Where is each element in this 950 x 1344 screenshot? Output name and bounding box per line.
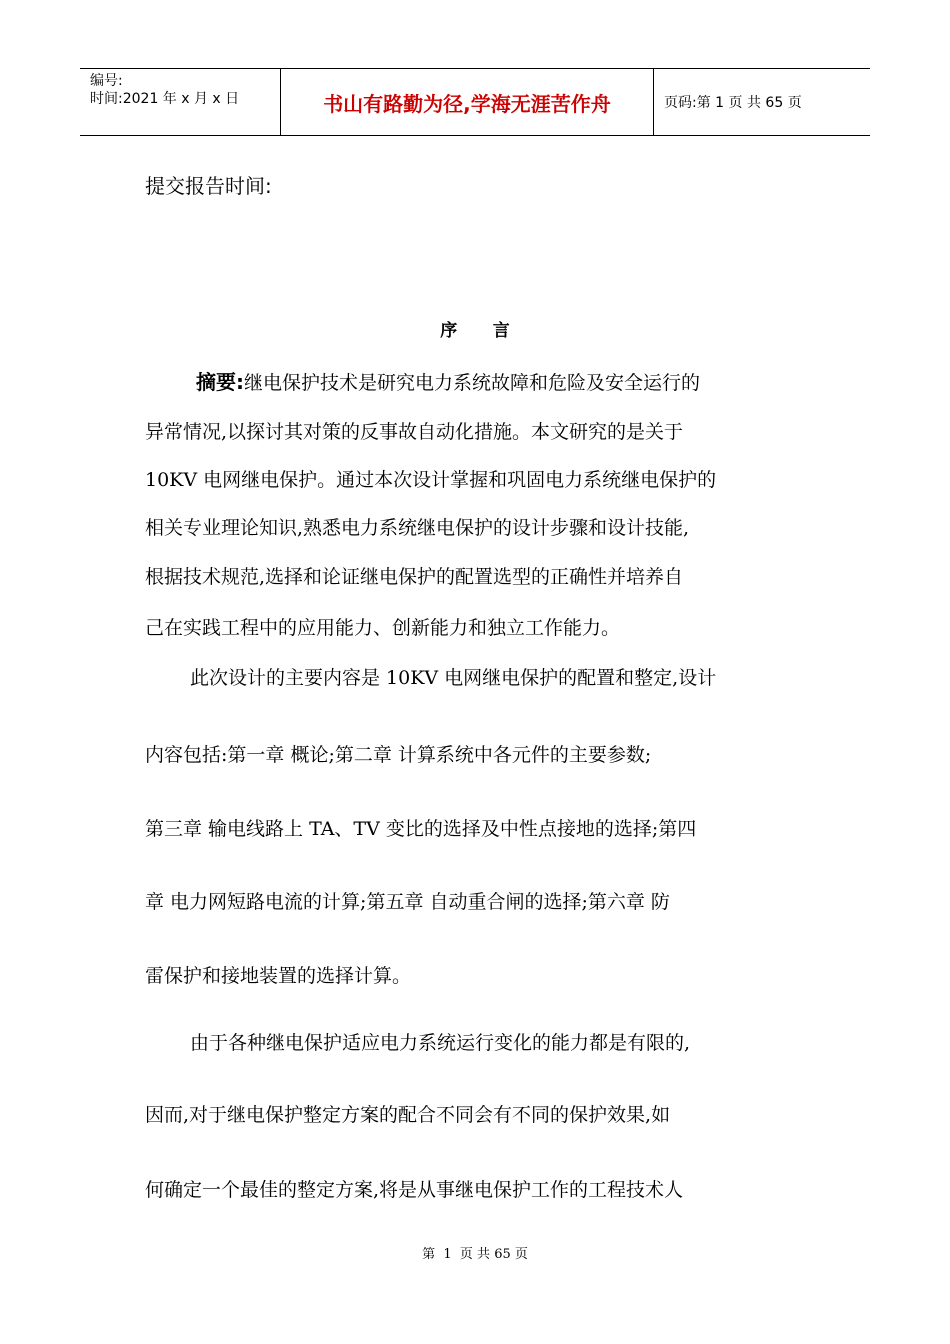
paragraph-line: 己在实践工程中的应用能力、创新能力和独立工作能力。 <box>145 617 621 639</box>
paragraph-line: 由于各种继电保护适应电力系统运行变化的能力都是有限的, <box>190 1032 691 1054</box>
preface-title: 序 言 <box>440 321 510 341</box>
document-header <box>80 68 870 136</box>
paragraph-line: 章 电力网短路电流的计算;第五章 自动重合闸的选择;第六章 防 <box>145 891 670 913</box>
header-motto-cell <box>281 69 654 135</box>
header-info-cell <box>80 69 281 135</box>
paragraph-line: 内容包括:第一章 概论;第二章 计算系统中各元件的主要参数; <box>145 744 652 766</box>
paragraph-line: 根据技术规范,选择和论证继电保护的配置选型的正确性并培养自 <box>145 566 684 588</box>
document-number-label: 编号: <box>90 73 123 89</box>
page-footer: 第 1 页 共 65 页 <box>422 1247 528 1262</box>
paragraph-line: 何确定一个最佳的整定方案,将是从事继电保护工作的工程技术人 <box>145 1179 684 1201</box>
paragraph-line: 因而,对于继电保护整定方案的配合不同会有不同的保护效果,如 <box>145 1104 671 1126</box>
paragraph-line: 10KV 电网继电保护。通过本次设计掌握和巩固电力系统继电保护的 <box>145 469 717 491</box>
paragraph-line: 异常情况,以探讨其对策的反事故自动化措施。本文研究的是关于 <box>145 421 684 443</box>
paragraph-line: 相关专业理论知识,熟悉电力系统继电保护的设计步骤和设计技能, <box>145 517 690 539</box>
paragraph-line: 此次设计的主要内容是 10KV 电网继电保护的配置和整定,设计 <box>190 667 717 689</box>
abstract-label: 摘要: <box>196 370 244 394</box>
header-page-cell <box>654 69 870 135</box>
submit-report-time-label: 提交报告时间: <box>145 174 272 198</box>
abstract-first-line <box>196 368 700 397</box>
header-page-info: 页码:第 1 页 共 65 页 <box>664 95 802 111</box>
header-motto: 书山有路勤为径,学海无涯苦作舟 <box>323 92 611 116</box>
paragraph-line: 继电保护技术是研究电力系统故障和危险及安全运行的 <box>244 372 701 394</box>
paragraph-line: 雷保护和接地装置的选择计算。 <box>145 965 412 987</box>
document-time-label: 时间:2021 年 x 月 x 日 <box>90 91 240 107</box>
paragraph-line: 第三章 输电线路上 TA、TV 变比的选择及中性点接地的选择;第四 <box>145 818 697 840</box>
